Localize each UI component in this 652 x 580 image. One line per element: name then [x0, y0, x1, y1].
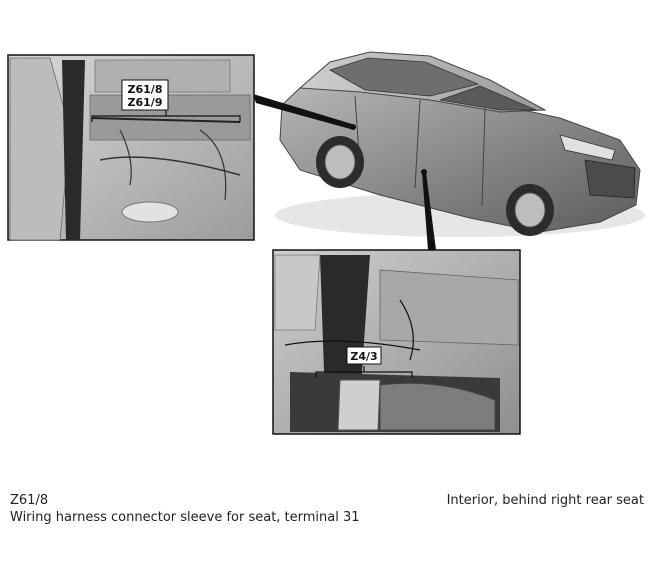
front-wheel — [506, 184, 554, 236]
caption-component — [10, 492, 410, 526]
callout-z4-3: Z4/3 — [350, 350, 378, 363]
rear-wheel — [316, 136, 364, 188]
detail-panel-top — [8, 55, 254, 240]
callout-z61-8: Z61/8 — [127, 83, 163, 96]
car-illustration — [275, 52, 645, 237]
component-code: Z61/8 — [10, 493, 49, 508]
component-location: Interior, behind right rear seat — [446, 493, 644, 508]
callout-z61-9: Z61/9 — [127, 96, 163, 109]
component-description: Wiring harness connector sleeve for seat, terminal 31 — [10, 510, 360, 525]
detail-panel-bottom — [273, 250, 520, 434]
